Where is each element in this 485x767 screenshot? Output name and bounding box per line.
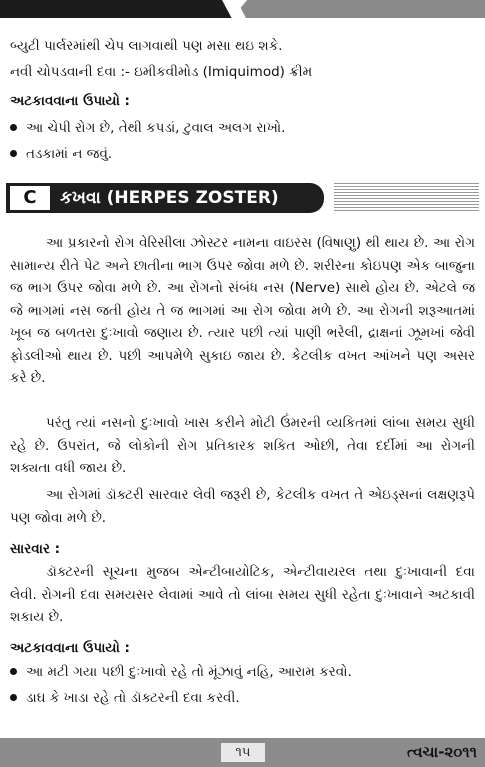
treatment-heading: સારવાર : <box>10 541 61 557</box>
prevention-item-3 <box>10 664 352 680</box>
prevention-item-text: આ મટી ગયા પછી દુઃખાવો રહે તો મૂંઝાવું નહિ, આરામ કરવો. <box>26 664 352 680</box>
intro-line-2: નવી ચોપડવાની દવા :- ઇમીકવીમોડ (Imiquimod) ક્રીમ <box>10 64 313 80</box>
prevention-item-text: આ ચેપી રોગ છે, તેથી કપડાં, ટુવાલ અલગ રાખો. <box>26 120 286 136</box>
treatment-paragraph <box>10 561 475 629</box>
section-title: કખવા (HERPES ZOSTER) <box>60 188 279 208</box>
top-bar-dark-segment <box>0 0 232 18</box>
prevention-item-1 <box>10 120 285 136</box>
paragraph-2-text: પરંતુ ત્યાં નસનો દુઃખાવો ખાસ કરીને મોટી ઉંમરની વ્યકિતમાં લાંબા સમય સુધી રહે છે. ઉપરાંત, જે લોકોની રોગ પ્રતિકારક શકિત ઓછી, તેવા દર્દીમાં આ રોગની શક્યતા વધી જાય છે. <box>10 415 475 476</box>
page-number: ૧૫ <box>221 743 265 762</box>
top-decorative-bar <box>0 0 485 18</box>
footer-bar <box>0 738 485 767</box>
paragraph-3 <box>10 484 475 529</box>
bullet-dot-icon <box>10 668 17 675</box>
paragraph-1 <box>10 232 475 390</box>
prevention-item-4 <box>10 690 240 706</box>
top-bar-grey-segment <box>232 0 485 18</box>
prevention-item-text: તડકામાં ન જવું. <box>26 146 113 162</box>
paragraph-1-text: આ પ્રકારનો રોગ વેરિસીલા ઝોસ્ટર નામના વાઇરસ (વિષાણુ) થી થાય છે. આ રોગ સામાન્ય રીતે પેટ અને છાતીના ભાગ ઉપર જોવા મળે છે. શરીરના કોઇપણ એક બાજુના જ ભાગ ઉપર જોવા મળે છે. આ રોગનો સંબંધ નસ (Nerve) સાથે હોય છે. એટલે જ જે ભાગમાં નસ જતી હોય તે જ ભાગમાં આ રોગ જોવા મળે છે. આ રોગની શરૂઆતમાં ખૂબ જ બળતરા દુઃખાવો જણાય છે. ત્યાર પછી ત્યાં પાણી ભરેલી, દ્રાક્ષનાં ઝૂમખાં જેવી ફોડલીઓ થાય છે. પછી આપમેળે સુકાઇ જાય છે. કેટલીક વખત આંખને પણ અસર કરે છે. <box>10 235 475 386</box>
section-letter: C <box>10 186 50 210</box>
treatment-text: ડૉક્ટરની સૂચના મુજબ એન્ટીબાયોટિક, એન્ટીવાયરલ તથા દુઃખાવાની દવા લેવી. રોગની દવા સમયસર લેવામાં આવે તો લાંબા સમય સુધી રહેતા દુઃખાવાને અટકાવી શકાય છે. <box>10 564 475 625</box>
bullet-dot-icon <box>10 694 17 701</box>
section-header-bar <box>6 183 324 213</box>
paragraph-3-text: આ રોગમાં ડૉક્ટરી સારવાર લેવી જરૂરી છે, કેટલીક વખત તે એઇડ્સનાં લક્ષણરૂપે પણ જોવા મળે છે. <box>10 487 475 526</box>
bullet-dot-icon <box>10 124 17 131</box>
prevention-heading-1: અટકાવવાના ઉપાયો : <box>10 93 130 109</box>
journal-name: ત્વચા-૨૦૧૧ <box>406 743 477 761</box>
prevention-item-2 <box>10 146 112 162</box>
intro-line-1: બ્યુટી પાર્લરમાંથી ચેપ લાગવાથી પણ મસા થઇ શકે. <box>10 38 283 54</box>
prevention-heading-2: અટકાવવાના ઉપાયો : <box>10 640 130 656</box>
prevention-item-text: ડાઘ કે ખાડા રહે તો ડૉક્ટરની દવા કરવી. <box>26 690 240 706</box>
paragraph-2 <box>10 412 475 480</box>
bullet-dot-icon <box>10 150 17 157</box>
section-header-stripes <box>334 183 479 213</box>
